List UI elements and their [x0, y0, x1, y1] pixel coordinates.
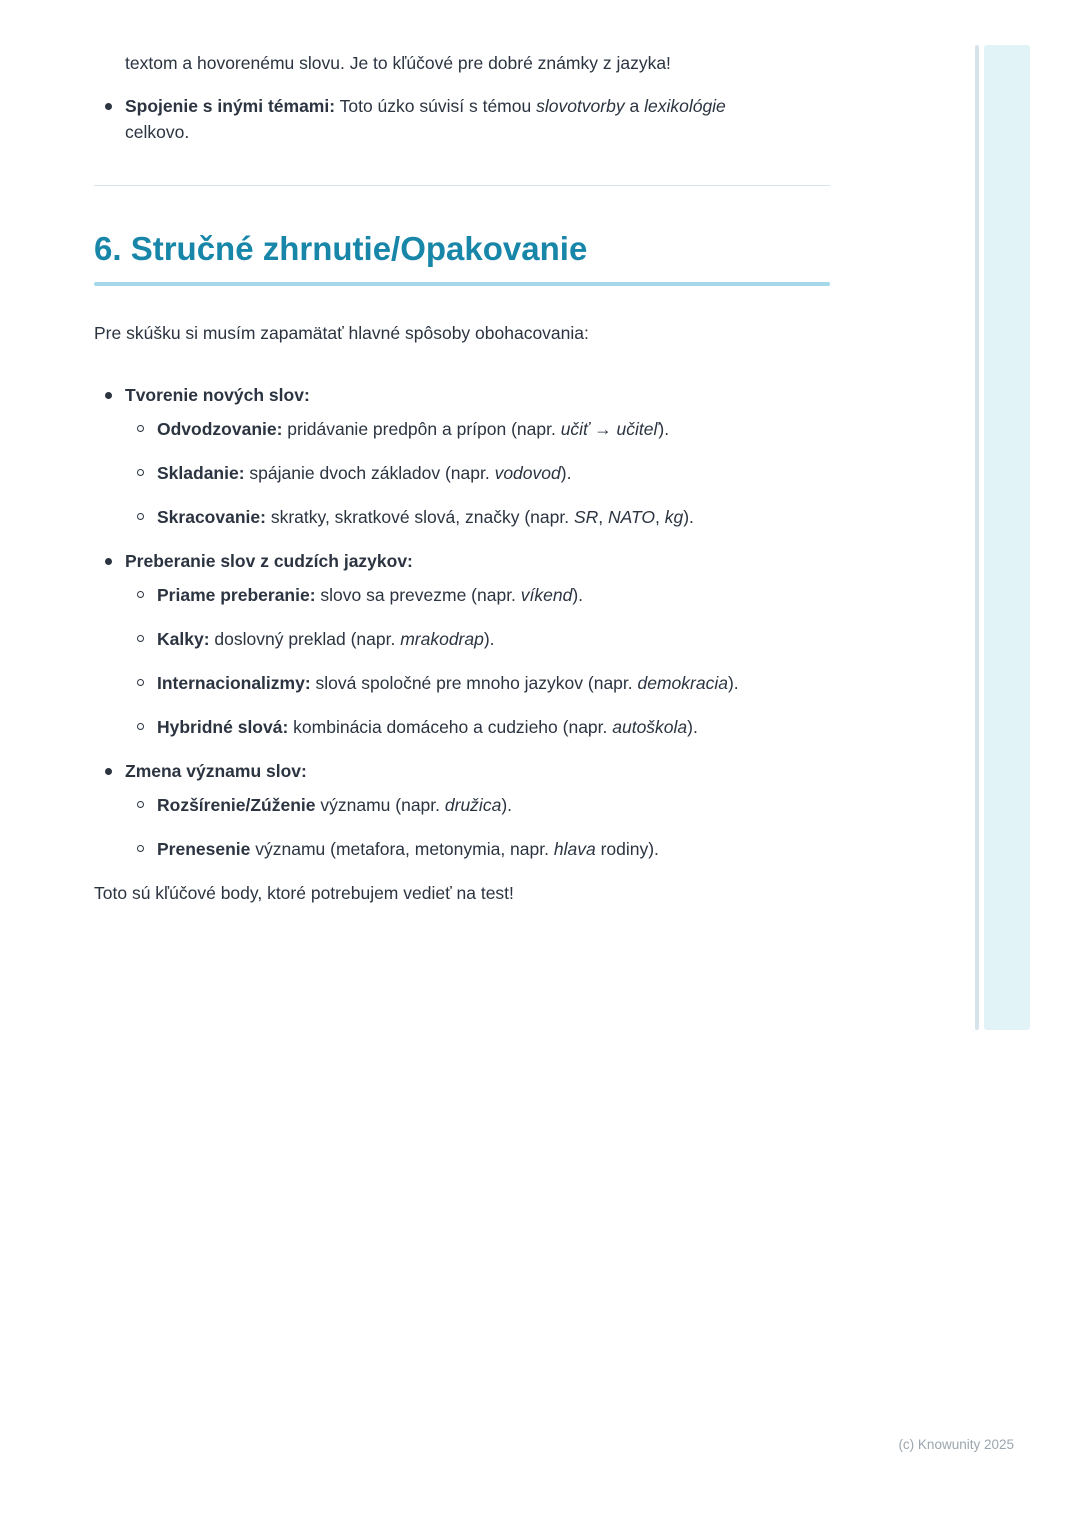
sub-list-item-text: Odvodzovanie: pridávanie predpôn a prípon (napr. učiť → učiteľ). — [157, 419, 670, 439]
list-item — [94, 93, 830, 145]
circle-bullet-icon — [137, 425, 144, 432]
list-group — [94, 758, 830, 862]
list-item-title: Zmena významu slov: — [125, 761, 307, 781]
heading-underline — [94, 282, 830, 286]
scrollbar-track[interactable] — [984, 45, 1030, 1030]
paragraph-continuation: textom a hovorenému slovu. Je to kľúčové pre dobré známky z jazyka! — [125, 53, 671, 73]
sub-list-item — [94, 836, 830, 862]
intro-paragraph: Pre skúšku si musím zapamätať hlavné spôsoby obohacovania: — [94, 323, 589, 343]
sub-list-item-text: Skladanie: spájanie dvoch základov (napr. vodovod). — [157, 463, 572, 483]
sub-list-item-text: Internacionalizmy: slová spoločné pre mnoho jazykov (napr. demokracia). — [157, 673, 739, 693]
sub-list-item — [94, 670, 830, 696]
circle-bullet-icon — [137, 469, 144, 476]
circle-bullet-icon — [137, 635, 144, 642]
bullet-icon — [105, 768, 112, 775]
list-item-text: Spojenie s inými témami: Toto úzko súvisí s témou slovotvorby a lexikológie celkovo. — [125, 96, 726, 142]
sub-list-item — [94, 504, 830, 530]
section-heading: 6. Stručné zhrnutie/Opakovanie — [94, 230, 588, 267]
list-group — [94, 548, 830, 740]
summary-list — [94, 382, 830, 862]
scrollbar-edge-line — [975, 45, 979, 1030]
sub-list-item — [94, 626, 830, 652]
list-item-title: Preberanie slov z cudzích jazykov: — [125, 551, 413, 571]
circle-bullet-icon — [137, 513, 144, 520]
sub-list-item-text: Rozšírenie/Zúženie významu (napr. družica). — [157, 795, 513, 815]
sub-list-item — [94, 582, 830, 608]
document-content — [94, 50, 830, 906]
list-item — [94, 758, 830, 784]
sub-list-item-text: Kalky: doslovný preklad (napr. mrakodrap). — [157, 629, 495, 649]
sub-list-item-text: Hybridné slová: kombinácia domáceho a cudzieho (napr. autoškola). — [157, 717, 698, 737]
outro-paragraph: Toto sú kľúčové body, ktoré potrebujem vedieť na test! — [94, 883, 514, 903]
sub-list-item — [94, 460, 830, 486]
bullet-icon — [105, 392, 112, 399]
list-item-title: Tvorenie nových slov: — [125, 385, 310, 405]
list-item — [94, 548, 830, 574]
divider — [94, 185, 830, 186]
list-item — [94, 382, 830, 408]
sub-list-item — [94, 792, 830, 818]
sub-list-item — [94, 416, 830, 442]
sub-list-item-text: Prenesenie významu (metafora, metonymia, napr. hlava rodiny). — [157, 839, 659, 859]
circle-bullet-icon — [137, 801, 144, 808]
circle-bullet-icon — [137, 591, 144, 598]
circle-bullet-icon — [137, 845, 144, 852]
list-group — [94, 382, 830, 530]
bullet-icon — [105, 558, 112, 565]
sub-list-item-text: Skracovanie: skratky, skratkové slová, značky (napr. SR, NATO, kg). — [157, 507, 694, 527]
circle-bullet-icon — [137, 723, 144, 730]
sub-list-item — [94, 714, 830, 740]
sub-list-item-text: Priame preberanie: slovo sa prevezme (napr. víkend). — [157, 585, 584, 605]
footer-copyright: (c) Knowunity 2025 — [898, 1437, 1014, 1452]
circle-bullet-icon — [137, 679, 144, 686]
bullet-icon — [105, 103, 112, 110]
